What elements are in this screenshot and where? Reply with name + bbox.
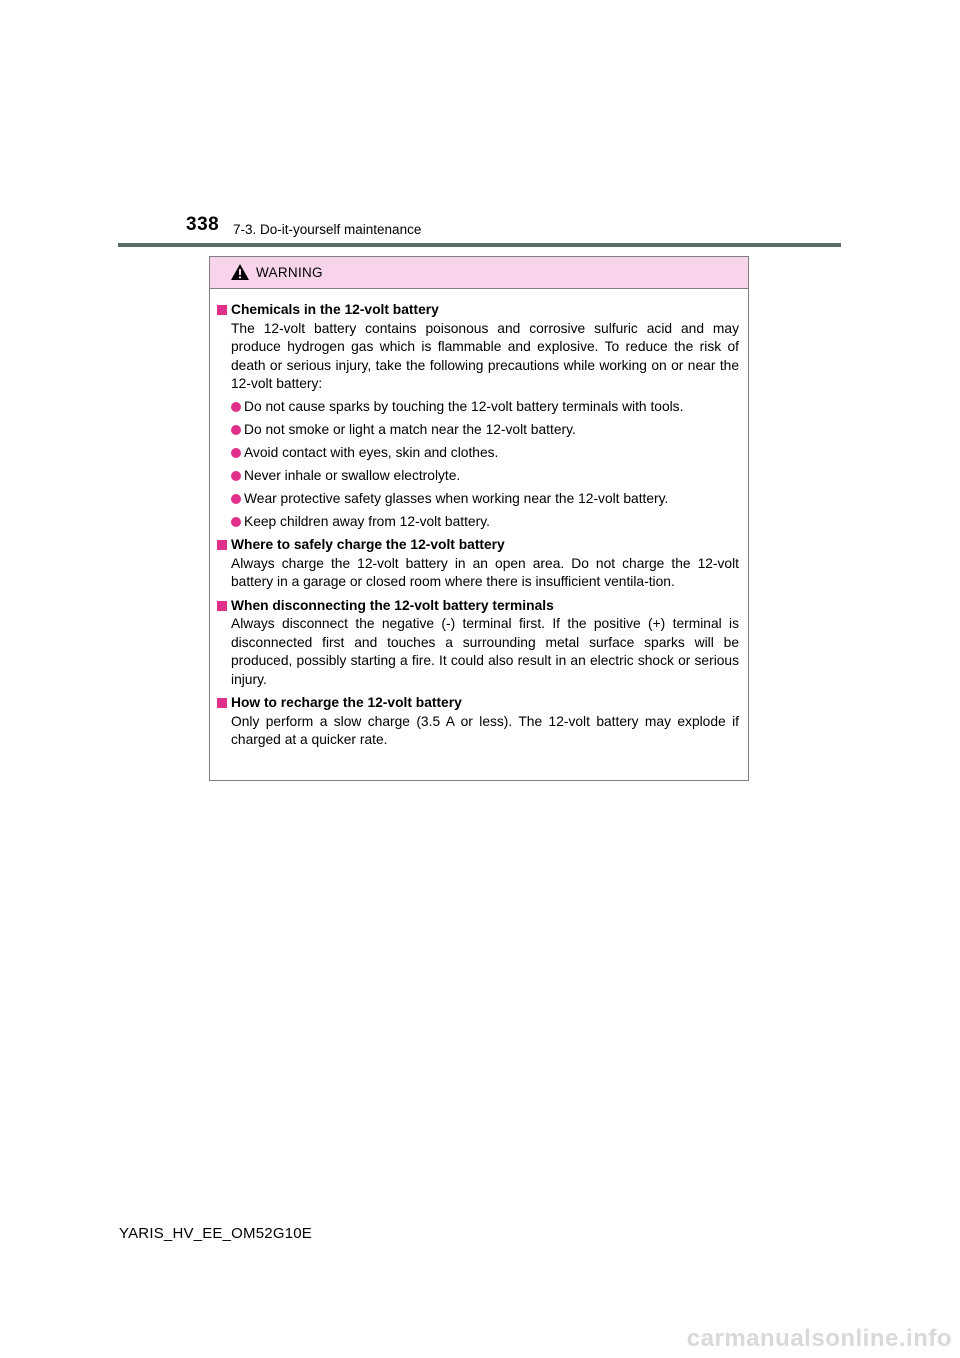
list-item	[231, 490, 739, 509]
section-heading-text: When disconnecting the 12-volt battery terminals	[231, 597, 554, 613]
round-bullet-icon	[231, 448, 241, 458]
section-heading	[217, 301, 739, 320]
section-heading	[217, 597, 739, 616]
list-item-text: Do not cause sparks by touching the 12-volt battery terminals with tools.	[244, 398, 684, 414]
square-bullet-icon	[217, 698, 227, 708]
section-heading	[217, 694, 739, 713]
section-charge-location	[217, 536, 739, 592]
section-title: 7-3. Do-it-yourself maintenance	[233, 222, 422, 237]
section-text: Always charge the 12-volt battery in an open area. Do not charge the 12-volt battery in a garage or closed room where there is insufficient ventila-tion.	[231, 555, 739, 589]
square-bullet-icon	[217, 540, 227, 550]
list-item	[231, 513, 739, 532]
section-recharge	[217, 694, 739, 750]
section-heading-text: Chemicals in the 12-volt battery	[231, 302, 439, 317]
section-text: Only perform a slow charge (3.5 A or less). The 12-volt battery may explode if charged at a quicker rate.	[231, 713, 739, 747]
footer-model-code: YARIS_HV_EE_OM52G10E	[119, 1225, 312, 1242]
list-item	[231, 444, 739, 463]
square-bullet-icon	[217, 601, 227, 611]
header-rule	[118, 243, 841, 247]
list-item-text: Do not smoke or light a match near the 12-volt battery.	[244, 421, 576, 437]
warning-header	[210, 257, 748, 289]
round-bullet-icon	[231, 494, 241, 504]
round-bullet-icon	[231, 517, 241, 527]
warning-body	[210, 289, 748, 750]
list-item	[231, 467, 739, 486]
bullet-list	[217, 398, 739, 532]
section-text: Always disconnect the negative (-) terminal first. If the positive (+) terminal is disconnected first and touches a surrounding metal surface sparks will be produced, possibly starting a fire. It could also result in an electric shock or serious injury.	[231, 616, 739, 687]
round-bullet-icon	[231, 471, 241, 481]
round-bullet-icon	[231, 402, 241, 412]
list-item	[231, 421, 739, 440]
warning-box	[209, 256, 749, 781]
section-heading-text: Where to safely charge the 12-volt battery	[231, 537, 505, 552]
watermark: carmanualsonline.info	[686, 1325, 952, 1352]
list-item	[231, 398, 739, 417]
list-item-text: Avoid contact with eyes, skin and clothes.	[244, 444, 499, 460]
page-number: 338	[186, 214, 220, 235]
list-item-text: Keep children away from 12-volt battery.	[244, 513, 490, 529]
section-heading-text: How to recharge the 12-volt battery	[231, 695, 462, 710]
round-bullet-icon	[231, 425, 241, 435]
list-item-text: Never inhale or swallow electrolyte.	[244, 467, 461, 483]
warning-title: WARNING	[256, 265, 323, 280]
section-text: The 12-volt battery contains poisonous and corrosive sulfuric acid and may produce hydrogen gas which is flammable and explosive. To reduce the risk of death or serious injury, take the following precautions while working on or near the 12-volt battery:	[231, 320, 739, 391]
section-disconnecting	[217, 597, 739, 690]
square-bullet-icon	[217, 305, 227, 315]
warning-triangle-icon	[230, 263, 250, 281]
list-item-text: Wear protective safety glasses when working near the 12-volt battery.	[244, 490, 669, 506]
section-chemicals	[217, 301, 739, 531]
section-heading	[217, 536, 739, 555]
